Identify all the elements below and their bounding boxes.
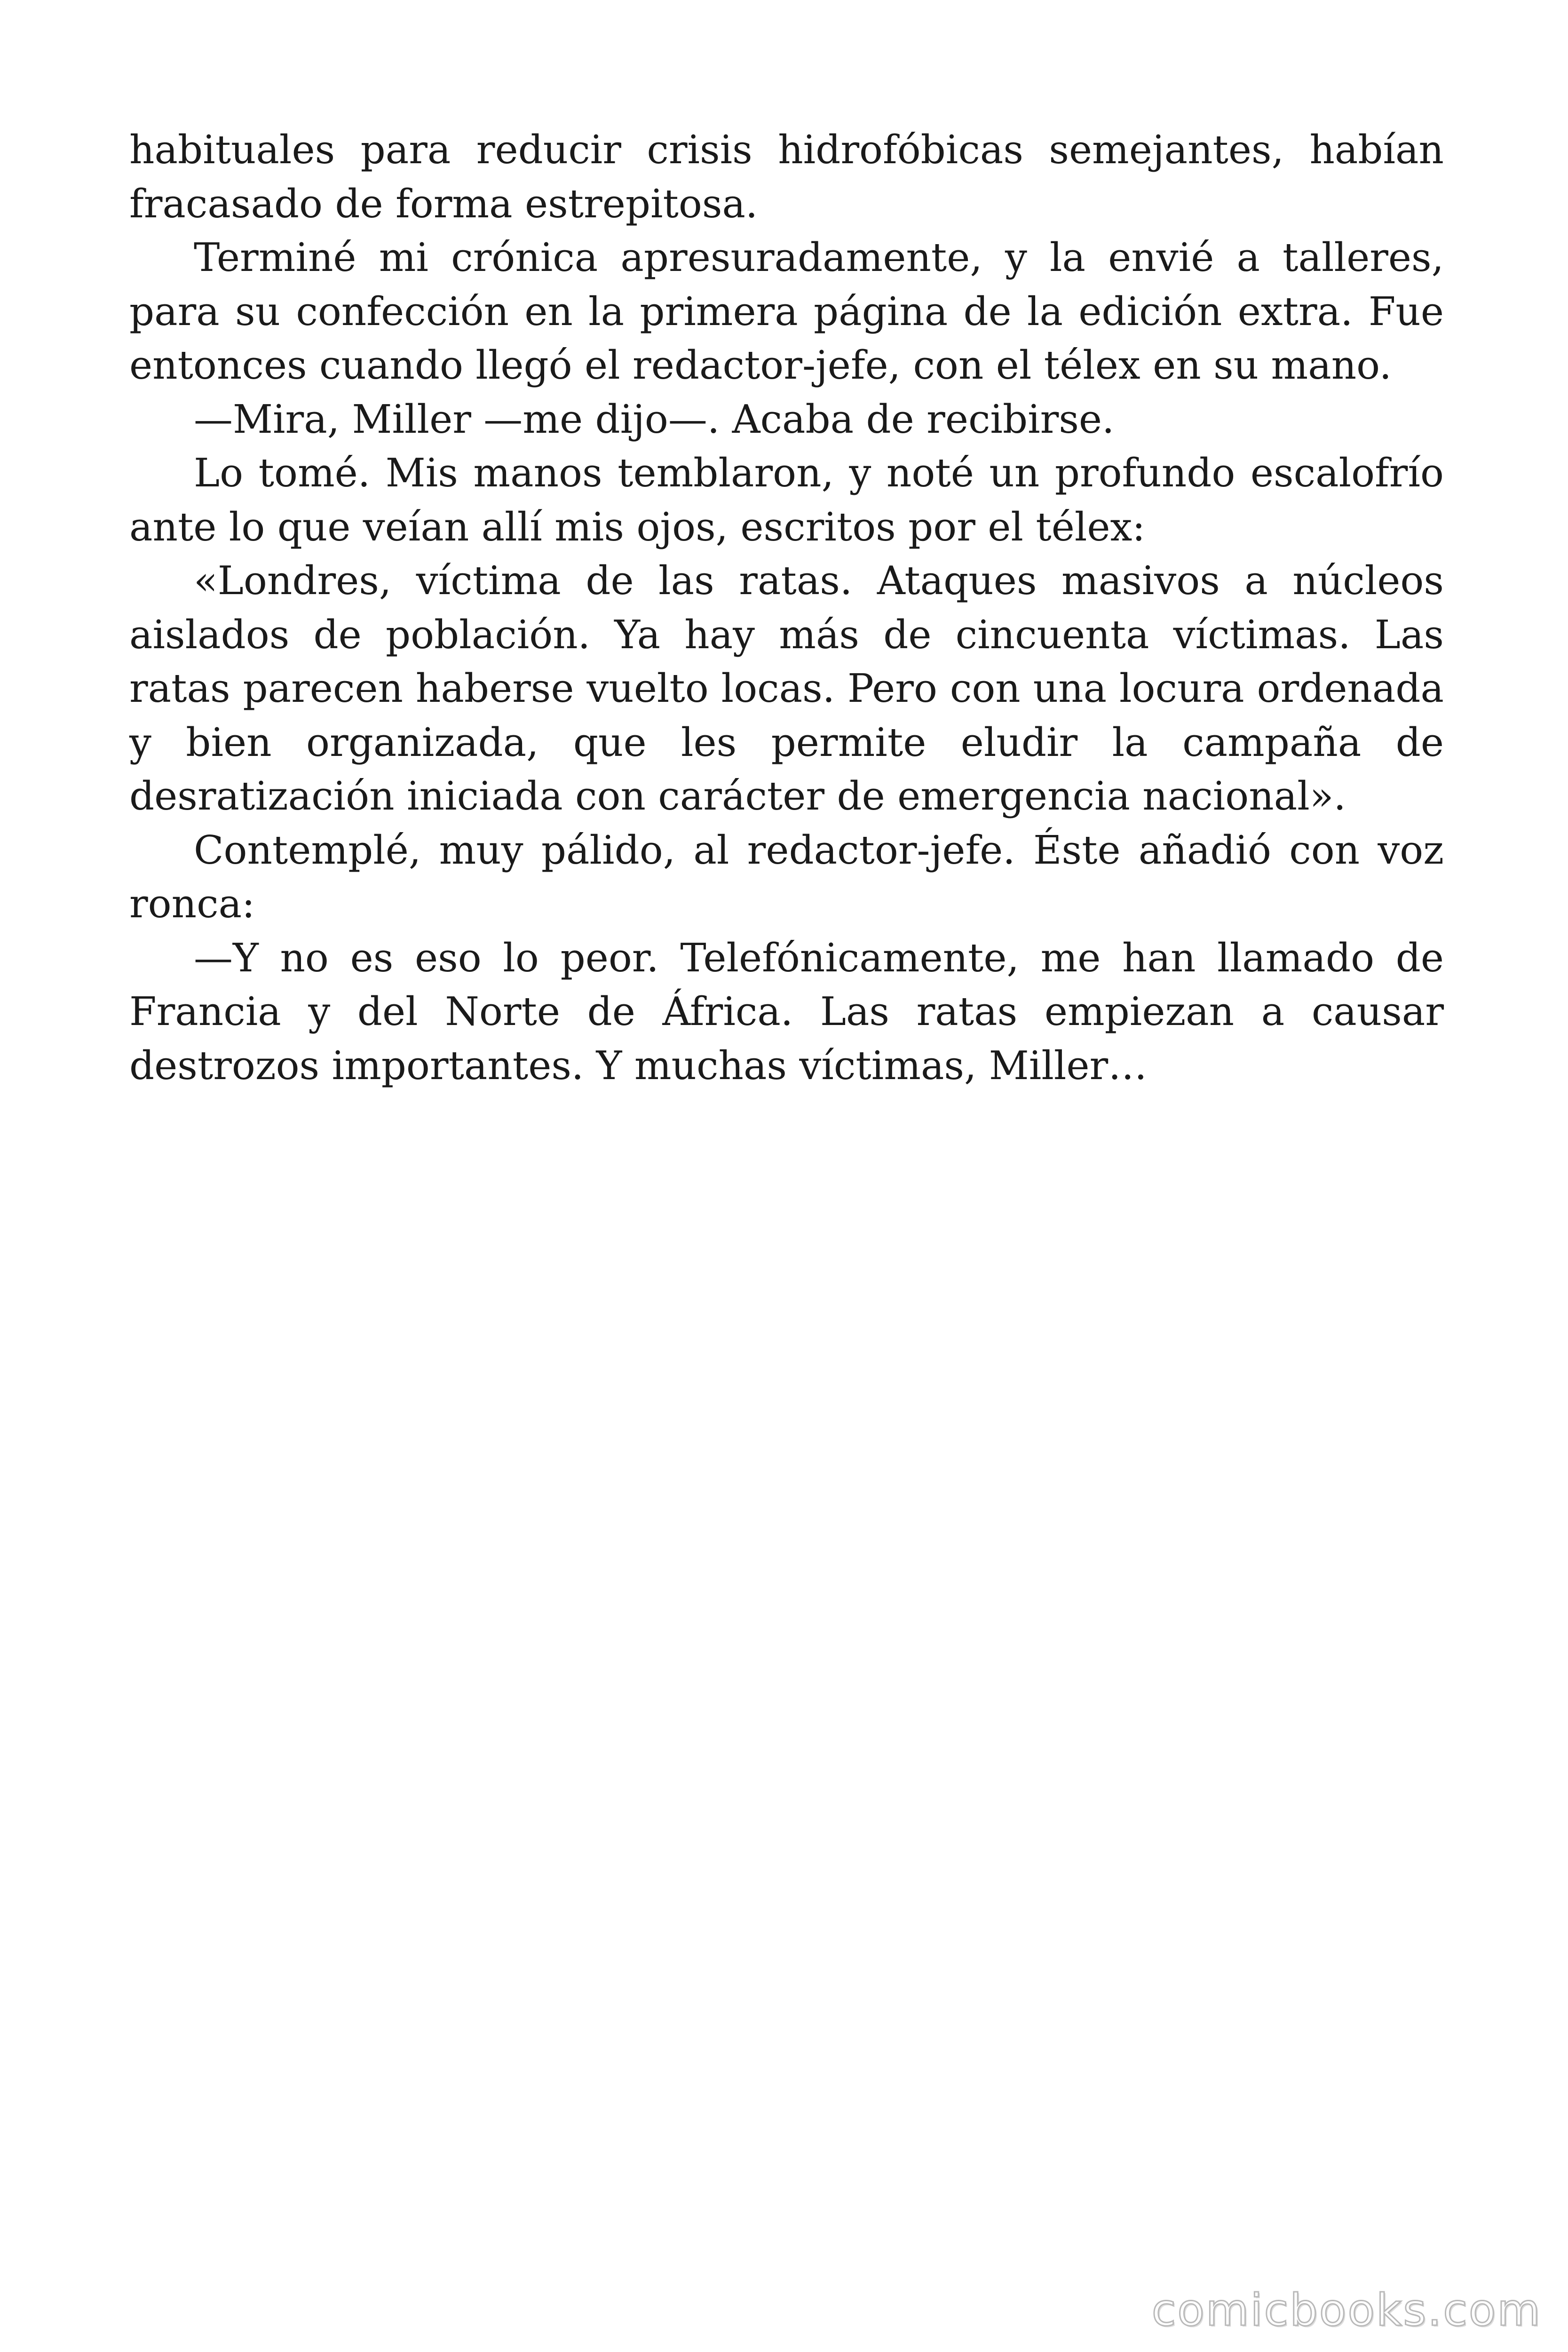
paragraph-telex-quote: «Londres, víctima de las ratas. Ataques masivos a núcleos aislados de población. Ya hay más de cincuenta víctimas. Las ratas parecen haberse vuelto locas. Pero con una locura ordenada y bien organizada, que les permite eludir la campaña de desratización iniciada con carácter de emergencia nacional». <box>129 558 1444 819</box>
paragraph-continuation: habituales para reducir crisis hidrofóbicas semejantes, habían fracasado de forma estrepitosa. <box>129 127 1444 227</box>
watermark-logo: comicbooks.com <box>1151 2285 1542 2336</box>
paragraph-dialogue: —Y no es eso lo peor. Telefónicamente, me han llamado de Francia y del Norte de África. Las ratas empiezan a causar destrozos importantes. Y muchas víctimas, Miller… <box>129 935 1444 1089</box>
paragraph: Contemplé, muy pálido, al redactor-jefe. Éste añadió con voz ronca: <box>129 827 1444 927</box>
body-text <box>129 123 1444 1093</box>
paragraph: Lo tomé. Mis manos temblaron, y noté un profundo escalofrío ante lo que veían allí mis ojos, escritos por el télex: <box>129 450 1444 550</box>
paragraph: Terminé mi crónica apresuradamente, y la envié a talleres, para su confección en la primera página de la edición extra. Fue entonces cuando llegó el redactor-jefe, con el télex en su mano. <box>129 235 1444 388</box>
paragraph-dialogue: —Mira, Miller —me dijo—. Acaba de recibirse. <box>194 396 1115 442</box>
